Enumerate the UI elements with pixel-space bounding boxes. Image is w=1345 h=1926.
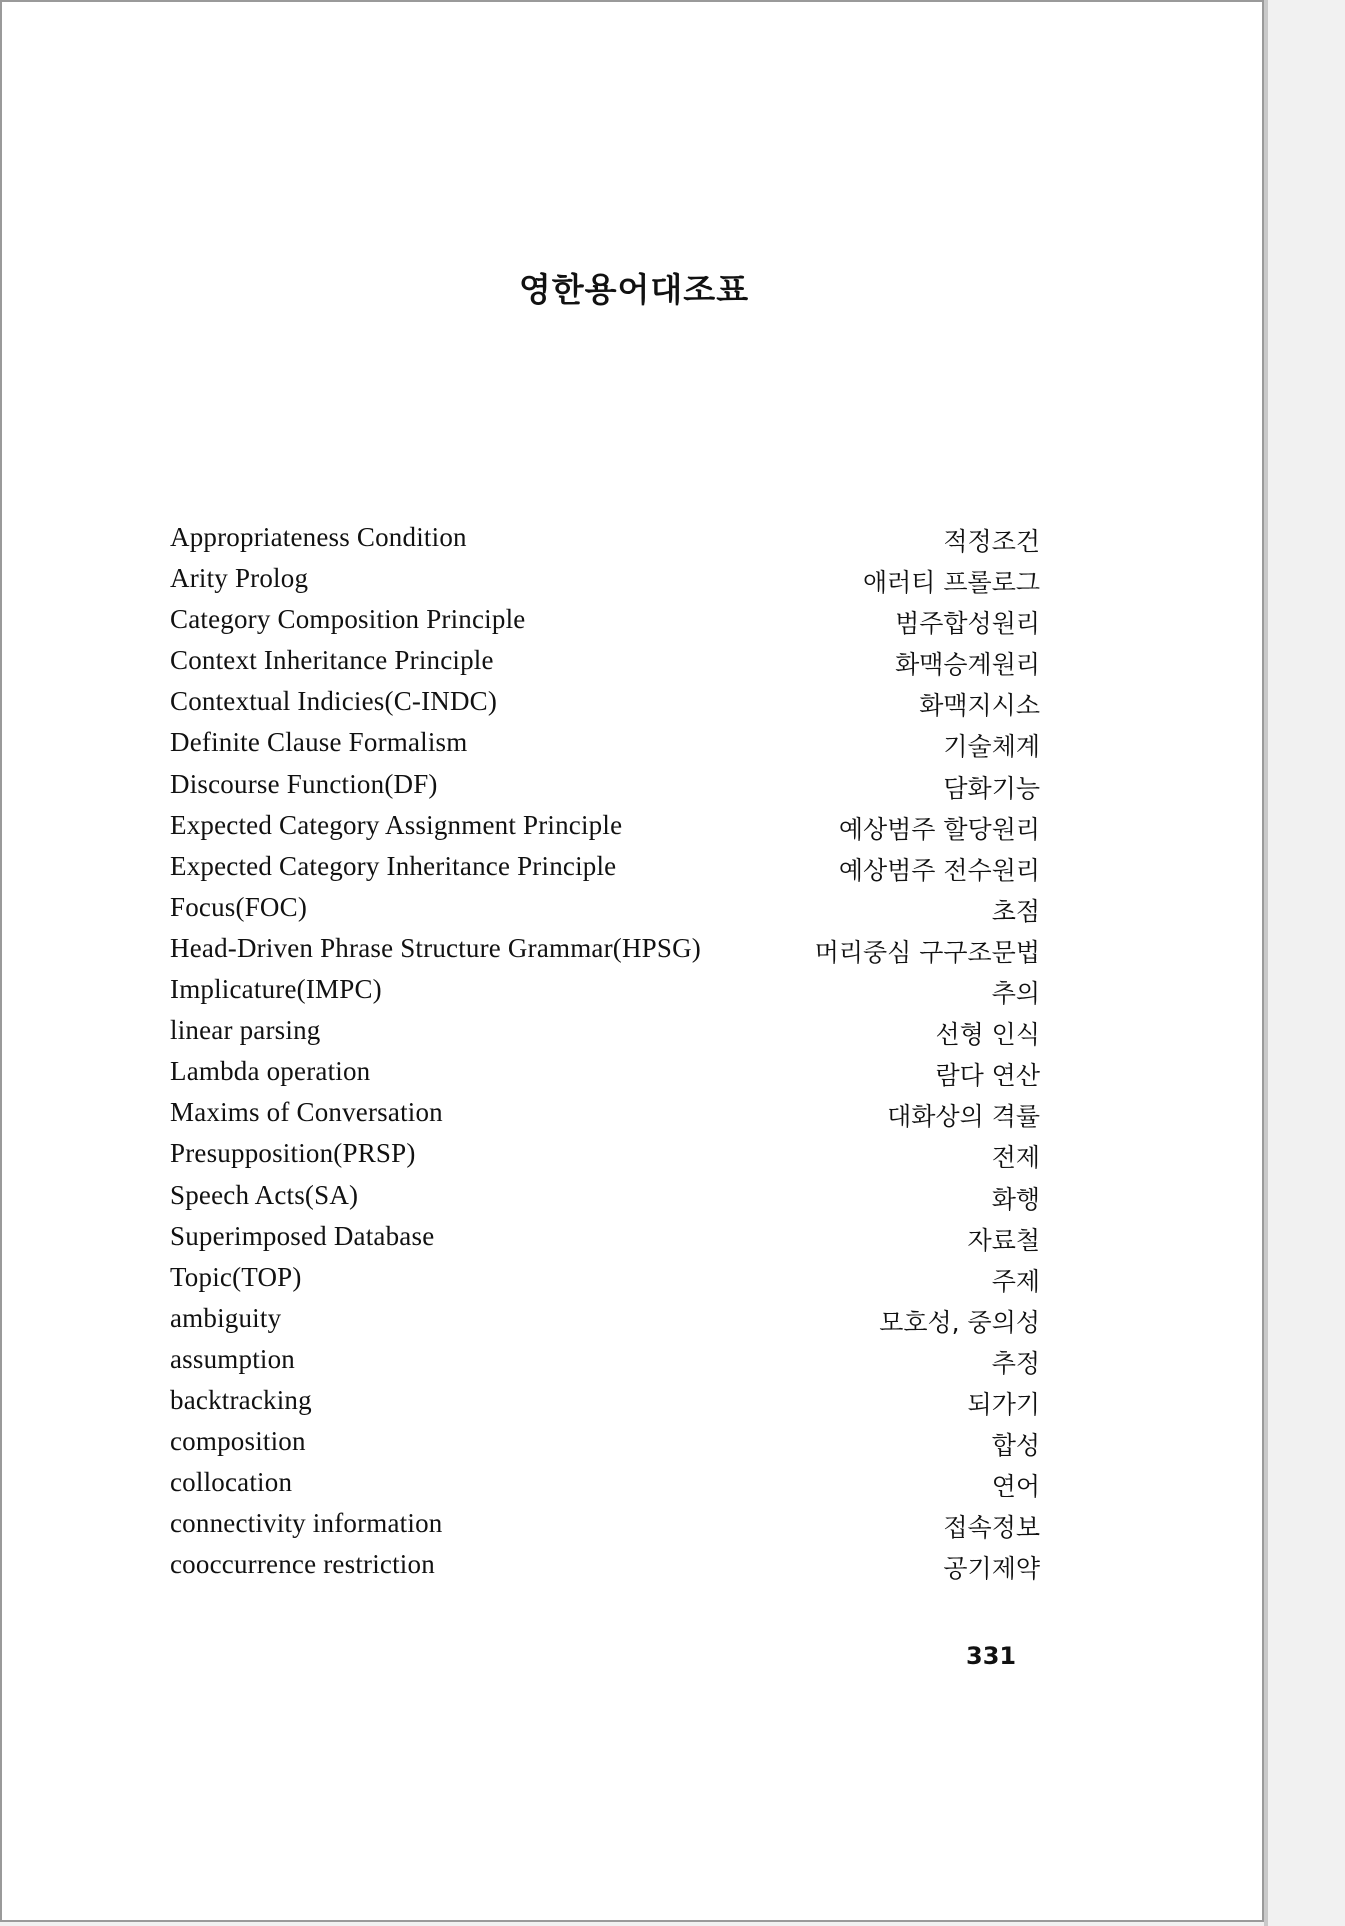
glossary-row [170, 1426, 1040, 1467]
korean-term: 전제 [991, 1143, 1040, 1173]
english-term: Speech Acts(SA) [170, 1179, 359, 1210]
english-term: Expected Category Inheritance Principle [170, 850, 617, 881]
korean-term: 초점 [991, 896, 1040, 926]
glossary-row [170, 645, 1040, 686]
glossary-row [170, 604, 1040, 645]
english-term: Presupposition(PRSP) [170, 1138, 416, 1169]
korean-term: 화맥승계원리 [895, 650, 1040, 680]
korean-term: 기술체계 [943, 732, 1040, 762]
glossary-row [170, 810, 1040, 851]
english-term: collocation [170, 1467, 293, 1498]
english-term: Arity Prolog [170, 563, 309, 594]
glossary-row [170, 1138, 1040, 1179]
page-number: 331 [966, 1642, 1017, 1670]
english-term: Topic(TOP) [170, 1261, 302, 1292]
glossary-row [170, 1303, 1040, 1344]
glossary-row [170, 522, 1040, 563]
english-term: Contextual Indicies(C-INDC) [170, 686, 498, 717]
korean-term: 자료철 [967, 1225, 1040, 1255]
english-term: Implicature(IMPC) [170, 974, 382, 1005]
english-term: composition [170, 1426, 306, 1457]
korean-term: 범주합성원리 [895, 609, 1040, 639]
korean-term: 연어 [991, 1472, 1040, 1502]
korean-term: 모호성, 중의성 [879, 1307, 1040, 1337]
korean-term: 화행 [991, 1184, 1040, 1214]
korean-term: 주제 [991, 1266, 1040, 1296]
english-term: Head-Driven Phrase Structure Grammar(HPSG) [170, 932, 701, 963]
korean-term: 적정조건 [943, 527, 1040, 556]
glossary-row [170, 1056, 1040, 1097]
korean-term: 되가기 [967, 1389, 1040, 1419]
korean-term: 공기제약 [943, 1554, 1040, 1584]
glossary-row [170, 892, 1040, 933]
english-term: connectivity information [170, 1508, 443, 1539]
korean-term: 예상범주 전수원리 [838, 855, 1040, 885]
glossary-row [170, 686, 1040, 727]
english-term: ambiguity [170, 1302, 282, 1333]
english-term: Appropriateness Condition [170, 522, 467, 552]
glossary-row [170, 1015, 1040, 1056]
glossary-row [170, 1467, 1040, 1508]
glossary-row [170, 563, 1040, 604]
glossary-row [170, 1549, 1040, 1590]
english-term: Lambda operation [170, 1056, 371, 1087]
glossary-row [170, 851, 1040, 892]
korean-term: 접속정보 [943, 1513, 1040, 1543]
glossary-row [170, 1180, 1040, 1221]
glossary-row [170, 1385, 1040, 1426]
glossary-row [170, 1097, 1040, 1138]
korean-term: 애러티 프롤로그 [863, 568, 1040, 598]
english-term: cooccurrence restriction [170, 1549, 435, 1580]
korean-term: 추정 [991, 1348, 1040, 1378]
page-title: 영한용어대조표 [518, 270, 750, 309]
english-term: assumption [170, 1343, 296, 1374]
english-term: Focus(FOC) [170, 891, 308, 922]
glossary-row [170, 769, 1040, 810]
korean-term: 추의 [991, 979, 1040, 1009]
english-term: linear parsing [170, 1015, 321, 1046]
english-term: Superimposed Database [170, 1220, 435, 1251]
glossary-row [170, 933, 1040, 974]
korean-term: 화맥지시소 [919, 691, 1040, 721]
english-term: Maxims of Conversation [170, 1097, 443, 1128]
english-term: Definite Clause Formalism [170, 727, 468, 758]
glossary-row [170, 727, 1040, 768]
english-term: Category Composition Principle [170, 604, 526, 635]
korean-term: 대화상의 격률 [887, 1102, 1040, 1132]
english-term: backtracking [170, 1384, 312, 1415]
korean-term: 람다 연산 [935, 1061, 1040, 1091]
korean-term: 예상범주 할당원리 [838, 814, 1040, 844]
korean-term: 담화기능 [943, 773, 1040, 803]
glossary-row [170, 1508, 1040, 1549]
glossary-row [170, 1344, 1040, 1385]
glossary-row [170, 974, 1040, 1015]
glossary-row [170, 1221, 1040, 1262]
english-term: Context Inheritance Principle [170, 645, 494, 676]
korean-term: 선형 인식 [935, 1020, 1040, 1050]
english-term: Expected Category Assignment Principle [170, 809, 623, 840]
korean-term: 머리중심 구구조문법 [814, 937, 1040, 967]
english-term: Discourse Function(DF) [170, 768, 438, 799]
korean-term: 합성 [991, 1431, 1040, 1461]
glossary-row [170, 1262, 1040, 1303]
glossary-table [170, 522, 1040, 1590]
page-edge-shadow [1264, 0, 1268, 1926]
